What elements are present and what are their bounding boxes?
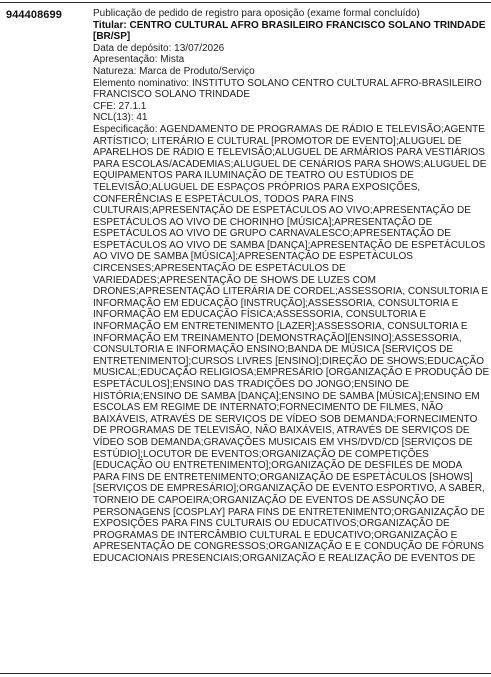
specification-line: [EDUCAÇÃO OU ENTRETENIMENTO];ORGANIZAÇÃO DE DESFILES DE MODA [93,460,463,472]
publication-type: Publicação de pedido de registro para oposição (exame formal concluído) [93,8,420,19]
specification-line: EQUIPAMENTOS PARA ILUMINAÇÃO DE TEATRO OU ESTÚDIOS DE [93,170,414,182]
specification-line: CONSULTORIA E INFORMAÇÃO ENSINO;BANDA DE MÚSICA [SERVIÇOS DE [93,344,454,356]
specification-line: ESPETÁCULOS];ENSINO DAS TRADIÇÕES DO JONGO;ENSINO DE [93,379,409,390]
specification-line: DRONES;APRESENTAÇÃO LITERÁRIA DE CORDEL;ASSESSORIA, CONSULTORIA E [93,286,489,298]
specification-line: MUSICAL;EDUCAÇÃO RELIGIOSA;EMPRESÁRIO [ORGANIZAÇÃO E PRODUÇÃO DE [93,367,490,379]
ncl-code: NCL(13): 41 [93,112,148,124]
publication-entry [93,8,488,565]
specification-line: INFORMAÇÃO EM TREINAMENTO [DEMONSTRAÇÃO][ENSINO];ASSESSORIA, [93,332,462,344]
specification-line: EDUCACIONAIS PRESENCIAIS;ORGANIZAÇÃO E REALIZAÇÃO DE EVENTOS DE [93,552,476,564]
specification-line: INFORMAÇÃO EM EDUCAÇÃO FÍSICA;ASSESSORIA, CONSULTORIA E [93,309,427,321]
specification-line: ESPETÁCULOS AO VIVO DE CHORINHO [MÚSICA];APRESENTAÇÃO DE [93,216,433,228]
process-number[interactable]: 944408699 [6,9,62,21]
specification-line: VÍDEO SOB DEMANDA;GRAVAÇÕES MUSICAIS EM VHS/DVD/CD [SERVIÇOS DE [93,436,473,448]
specification-line: AO VIVO DE SAMBA [MÚSICA];APRESENTAÇÃO DE ESPETÁCULOS [93,251,413,263]
holder-line: [BR/SP] [93,31,131,43]
specification-line: APRESENTAÇÃO DE CONGRESSOS;ORGANIZAÇÃO E E CONDUÇÃO DE FÓRUNS [93,541,484,553]
specification-line: ESCOLAS EM REGIME DE INTERNATO;FORNECIMENTO DE FILMES, NÃO [93,402,444,414]
specification-line: CULTURAIS;APRESENTAÇÃO DE ESPETÁCULOS AO VIVO;APRESENTAÇÃO DE [93,205,471,217]
specification-line: ENTRETENIMENTO];CURSOS LIVRES [ENSINO];DIREÇÃO DE SHOWS;EDUCAÇÃO [93,355,484,367]
specification-line: DE PROGRAMAS DE TELEVISÃO, NÃO BAIXÁVEIS, ATRAVÉS DE SERVIÇOS DE [93,425,470,437]
specification-line: CONFERÊNCIAS E ESPETÁCULOS, TODOS PARA FINS [93,193,354,205]
specification-line: PARA ESCOLAS/ACADEMIAS;ALUGUEL DE CENÁRIOS PARA SHOWS;ALUGUEL DE [93,158,487,170]
nature: Natureza: Marca de Produto/Serviço [93,65,255,77]
specification-line: TELEVISÃO;ALUGUEL DE ESPAÇOS PRÓPRIOS PARA EXPOSIÇÕES, [93,181,421,193]
deposit-date: Data de depósito: 13/07/2026 [93,42,225,54]
specification-line: ESPETÁCULOS AO VIVO DE GRUPO CARNAVALESCO;APRESENTAÇÃO DE [93,228,451,240]
specification-line: TORNEIO DE CAPOEIRA;ORGANIZAÇÃO DE EVENTOS DE ASSUNÇÃO DE [93,494,445,506]
nominative-element [93,78,488,101]
top-divider [0,2,491,3]
specification-line: Especificação: AGENDAMENTO DE PROGRAMAS DE RÁDIO E TELEVISÃO;AGENTE [93,123,485,135]
nominative-line: Elemento nominativo: INSTITUTO SOLANO CENTRO CULTURAL AFRO-BRASILEIRO [93,77,482,89]
cfe-code: CFE: 27.1.1 [93,100,147,112]
specification-line: PARA FINS DE ENTRETENIMENTO;ORGANIZAÇÃO DE ESPETÁCULOS [SHOWS] [93,471,473,483]
specification-line: INFORMAÇÃO EM EDUCAÇÃO [INSTRUÇÃO];ASSESSORIA, CONSULTORIA E [93,297,459,309]
bottom-divider [0,673,491,674]
holder-line: Titular: CENTRO CULTURAL AFRO BRASILEIRO FRANCISCO SOLANO TRINDADE [93,19,486,31]
specification-line: HISTÓRIA;ENSINO DE SAMBA [DANÇA];ENSINO DE SAMBA [MÚSICA];ENSINO EM [93,390,480,402]
nominative-line: FRANCISCO SOLANO TRINDADE [93,89,251,101]
specification-line: EXPOSIÇÕES PARA FINS CULTURAIS OU EDUCATIVOS;ORGANIZAÇÃO DE [93,518,450,530]
specification-line: BAIXÁVEIS, ATRAVÉS DE SERVIÇOS DE VÍDEO SOB DEMANDA;FORNECIMENTO [93,413,478,425]
specification-line: ESTÚDIO];LOCUTOR DE EVENTOS;ORGANIZAÇÃO DE COMPETIÇÕES [93,448,429,460]
specification-block [93,124,488,565]
presentation: Apresentação: Mista [93,54,185,66]
specification-line: VARIEDADES;APRESENTAÇÃO DE SHOWS DE LUZES COM [93,274,377,286]
specification-line: INFORMAÇÃO EM ENTRETENIMENTO [LAZER];ASSESSORIA, CONSULTORIA E [93,321,468,333]
specification-line: ARTÍSTICO; LITERÁRIO E CULTURAL [PROMOTOR DE EVENTO];ALUGUEL DE [93,135,462,147]
specification-line: PROGRAMAS DE INTERCÂMBIO CULTURAL E EDUCATIVO;ORGANIZAÇÃO E [93,529,458,541]
specification-line: APARELHOS DE RÁDIO E TELEVISÃO;ALUGUEL DE ARMÁRIOS PARA VESTIÁRIOS [93,147,485,159]
specification-line: ESPETÁCULOS AO VIVO DE SAMBA [DANÇA];APRESENTAÇÃO DE ESPETÁCULOS [93,239,486,251]
holder-block [93,20,488,43]
specification-line: [SERVIÇOS DE EMPRESÁRIO];ORGANIZAÇÃO DE EVENTO ESPORTIVO, A SABER, [93,483,485,495]
specification-line: CIRCENSES;APRESENTAÇÃO DE ESPETÁCULOS DE [93,263,346,275]
specification-line: PERSONAGENS [COSPLAY] PARA FINS DE ENTRETENIMENTO;ORGANIZAÇÃO DE [93,506,485,518]
